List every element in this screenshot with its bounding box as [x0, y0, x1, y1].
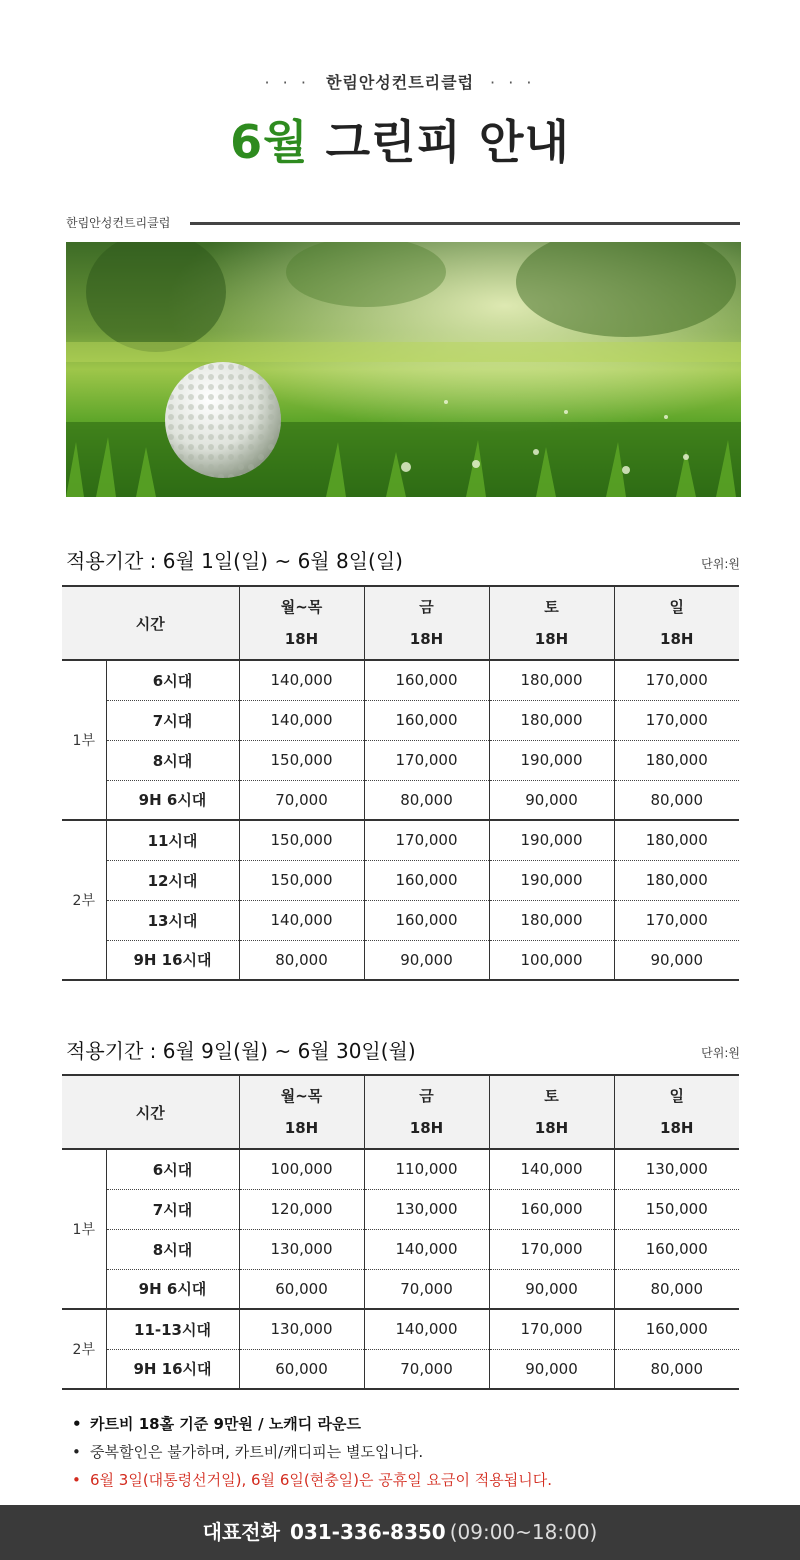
part-label: 2부	[62, 1309, 106, 1389]
title-rest: 그린피 안내	[325, 115, 570, 169]
price-cell: 60,000	[239, 1349, 364, 1389]
price-cell: 170,000	[614, 900, 739, 940]
section-label: 한림안성컨트리클럽	[66, 216, 171, 230]
table-row	[62, 1269, 739, 1309]
price-cell: 160,000	[489, 1189, 614, 1229]
price-cell: 90,000	[614, 940, 739, 980]
time-slot: 7시대	[106, 1189, 239, 1229]
price-cell: 160,000	[364, 660, 489, 700]
price-cell: 140,000	[489, 1149, 614, 1189]
table-row	[62, 780, 739, 820]
note-discount: • 중복할인은 불가하며, 카트비/캐디피는 별도입니다.	[72, 1438, 552, 1466]
page-title	[0, 106, 800, 172]
table-row	[62, 1349, 739, 1389]
price-cell: 130,000	[614, 1149, 739, 1189]
header-time: 시간	[62, 586, 239, 660]
price-cell: 80,000	[364, 780, 489, 820]
title-month: 6월	[230, 115, 309, 169]
price-cell: 90,000	[489, 780, 614, 820]
period-1-label: 적용기간 : 6월 1일(일) ~ 6월 8일(일)	[66, 549, 403, 573]
price-cell: 100,000	[489, 940, 614, 980]
time-slot: 7시대	[106, 700, 239, 740]
time-slot: 12시대	[106, 860, 239, 900]
price-cell: 160,000	[614, 1229, 739, 1269]
price-cell: 180,000	[614, 820, 739, 860]
part-label: 1부	[62, 660, 106, 820]
note-cart-fee: • 카트비 18홀 기준 9만원 / 노캐디 라운드	[72, 1410, 552, 1438]
price-cell: 160,000	[614, 1309, 739, 1349]
table-row	[62, 860, 739, 900]
price-cell: 140,000	[239, 700, 364, 740]
header-time: 시간	[62, 1075, 239, 1149]
price-cell: 170,000	[364, 740, 489, 780]
time-slot: 11-13시대	[106, 1309, 239, 1349]
hero-image	[66, 242, 741, 497]
price-cell: 170,000	[489, 1309, 614, 1349]
club-name-line	[0, 70, 800, 93]
header-sunday: 일 18H	[660, 1087, 694, 1137]
price-cell: 160,000	[364, 700, 489, 740]
price-cell: 130,000	[239, 1229, 364, 1269]
price-cell: 80,000	[614, 1349, 739, 1389]
time-slot: 9H 6시대	[106, 780, 239, 820]
price-cell: 80,000	[614, 1269, 739, 1309]
price-cell: 80,000	[239, 940, 364, 980]
price-cell: 180,000	[489, 900, 614, 940]
period-2-label: 적용기간 : 6월 9일(월) ~ 6월 30일(월)	[66, 1039, 416, 1063]
header-saturday: 토 18H	[489, 1075, 614, 1149]
price-cell: 80,000	[614, 780, 739, 820]
table-row	[62, 1309, 739, 1349]
price-cell: 150,000	[239, 820, 364, 860]
unit-2-label: 단위:원	[701, 1046, 740, 1060]
golf-ball-photo	[66, 242, 741, 497]
header	[0, 70, 800, 93]
price-cell: 170,000	[364, 820, 489, 860]
price-cell: 60,000	[239, 1269, 364, 1309]
note-holiday: • 6월 3일(대통령선거일), 6월 6일(현충일)은 공휴일 요금이 적용됩니다.	[72, 1466, 552, 1494]
price-cell: 180,000	[489, 660, 614, 700]
time-slot: 6시대	[106, 660, 239, 700]
price-cell: 100,000	[239, 1149, 364, 1189]
header-weekday: 월~목 18H	[239, 586, 364, 660]
table-header-row	[62, 586, 739, 660]
price-cell: 150,000	[239, 860, 364, 900]
price-cell: 170,000	[489, 1229, 614, 1269]
header-sunday: 일 18H	[660, 598, 694, 648]
fee-table-1	[62, 585, 739, 981]
price-cell: 180,000	[614, 740, 739, 780]
time-slot: 9H 6시대	[106, 1269, 239, 1309]
table-row	[62, 820, 739, 860]
phone-number[interactable]: 031-336-8350	[289, 1520, 446, 1544]
price-cell: 90,000	[364, 940, 489, 980]
price-cell: 110,000	[364, 1149, 489, 1189]
time-slot: 9H 16시대	[106, 1349, 239, 1389]
price-cell: 120,000	[239, 1189, 364, 1229]
time-slot: 13시대	[106, 900, 239, 940]
part-label: 2부	[62, 820, 106, 980]
price-cell: 180,000	[614, 860, 739, 900]
price-cell: 90,000	[489, 1269, 614, 1309]
price-cell: 150,000	[614, 1189, 739, 1229]
time-slot: 6시대	[106, 1149, 239, 1189]
price-cell: 180,000	[489, 700, 614, 740]
dots-left: · · ·	[264, 73, 310, 92]
price-cell: 160,000	[364, 860, 489, 900]
section-divider	[190, 222, 740, 225]
table-row	[62, 700, 739, 740]
price-cell: 70,000	[364, 1349, 489, 1389]
club-name: 한림안성컨트리클럽	[325, 73, 475, 92]
price-cell: 140,000	[239, 900, 364, 940]
price-cell: 140,000	[239, 660, 364, 700]
price-cell: 160,000	[364, 900, 489, 940]
table-row	[62, 1189, 739, 1229]
table-row	[62, 940, 739, 980]
time-slot: 8시대	[106, 1229, 239, 1269]
price-cell: 70,000	[239, 780, 364, 820]
notes-list	[72, 1410, 552, 1494]
header-friday: 금 18H	[364, 586, 489, 660]
business-hours: (09:00~18:00)	[449, 1520, 598, 1544]
price-cell: 170,000	[614, 660, 739, 700]
price-cell: 140,000	[364, 1309, 489, 1349]
table-row	[62, 1229, 739, 1269]
table-row	[62, 740, 739, 780]
price-cell: 130,000	[364, 1189, 489, 1229]
table-row	[62, 900, 739, 940]
header-friday: 금 18H	[364, 1075, 489, 1149]
footer-label: 대표전화	[202, 1520, 280, 1544]
table-row	[62, 1149, 739, 1189]
price-cell: 170,000	[614, 700, 739, 740]
unit-1-label: 단위:원	[701, 557, 740, 571]
price-cell: 190,000	[489, 860, 614, 900]
time-slot: 11시대	[106, 820, 239, 860]
footer-contact-bar	[0, 1505, 800, 1560]
header-weekday: 월~목 18H	[239, 1075, 364, 1149]
dots-right: · · ·	[490, 73, 536, 92]
price-cell: 150,000	[239, 740, 364, 780]
price-cell: 130,000	[239, 1309, 364, 1349]
header-saturday: 토 18H	[489, 586, 614, 660]
part-label: 1부	[62, 1149, 106, 1309]
time-slot: 8시대	[106, 740, 239, 780]
table-row	[62, 660, 739, 700]
price-cell: 140,000	[364, 1229, 489, 1269]
price-cell: 190,000	[489, 820, 614, 860]
fee-table-2	[62, 1074, 739, 1390]
price-cell: 90,000	[489, 1349, 614, 1389]
price-cell: 70,000	[364, 1269, 489, 1309]
time-slot: 9H 16시대	[106, 940, 239, 980]
price-cell: 190,000	[489, 740, 614, 780]
table-header-row	[62, 1075, 739, 1149]
